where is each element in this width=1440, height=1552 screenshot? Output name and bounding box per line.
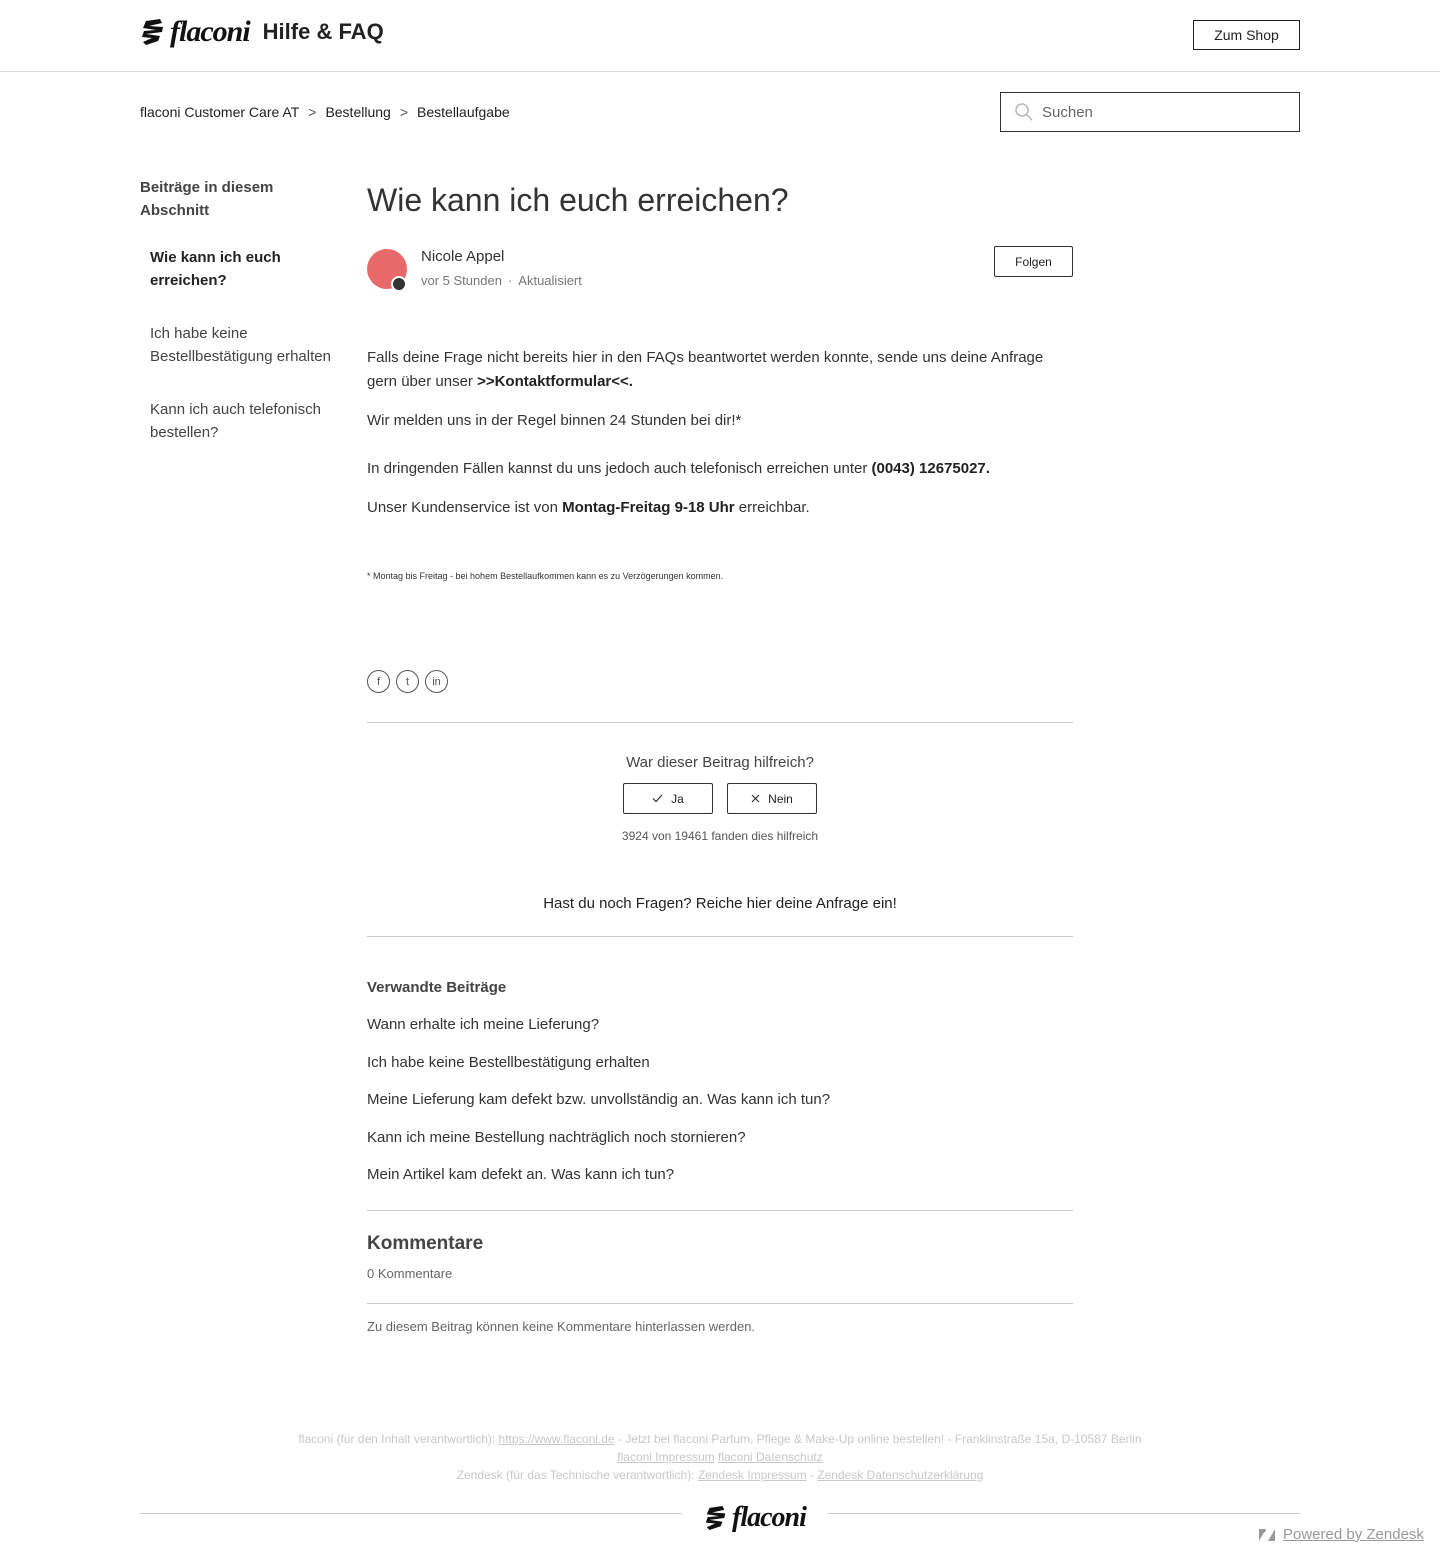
footer-logo bbox=[682, 1503, 828, 1533]
twitter-share-icon[interactable]: t bbox=[396, 670, 419, 693]
section-sidebar bbox=[140, 176, 340, 474]
divider bbox=[367, 722, 1073, 723]
divider bbox=[367, 936, 1073, 937]
sidebar-article-list bbox=[140, 246, 340, 444]
related-articles bbox=[367, 979, 1073, 1184]
meta-separator: · bbox=[507, 273, 513, 288]
footer-text: flaconi (für den Inhalt verantwortlich): bbox=[298, 1432, 499, 1446]
comments-count: 0 Kommentare bbox=[367, 1266, 453, 1281]
paragraph-text: In dringenden Fällen kannst du uns jedoch auch telefonisch erreichen unter bbox=[367, 460, 872, 477]
paragraph-text: Unser Kundenservice ist von bbox=[367, 499, 563, 516]
paragraph-text: erreichbar. bbox=[734, 499, 810, 516]
brand-wordmark: flaconi bbox=[170, 15, 250, 48]
related-article-link[interactable]: Meine Lieferung kam defekt bzw. unvollständig an. Was kann ich tun? bbox=[367, 1091, 831, 1108]
linkedin-share-icon[interactable]: in bbox=[425, 670, 448, 693]
sidebar-item[interactable]: Kann ich auch telefonisch bestellen? bbox=[150, 401, 321, 441]
footer-text: - Jetzt bei flaconi Parfum, Pflege & Make-Up online bestellen! - Franklinstraße 15a, D-10587 Berlin bbox=[614, 1432, 1142, 1446]
vote-no-label: Nein bbox=[768, 791, 793, 806]
site-header bbox=[0, 0, 1440, 72]
sidebar-title: Beiträge in diesem Abschnitt bbox=[140, 179, 274, 219]
breadcrumb-separator: > bbox=[308, 104, 317, 120]
follow-button[interactable]: Folgen bbox=[994, 246, 1073, 277]
article-status: Aktualisiert bbox=[518, 273, 582, 288]
vote-count: 3924 von 19461 fanden dies hilfreich bbox=[621, 829, 819, 843]
footer-text: Zendesk (für das Technische verantwortlich): bbox=[456, 1468, 698, 1482]
footer-separator: - bbox=[806, 1468, 818, 1482]
sidebar-item[interactable]: Ich habe keine Bestellbestätigung erhalten bbox=[150, 325, 331, 365]
flaconi-impressum-link[interactable]: flaconi Impressum bbox=[617, 1450, 715, 1464]
contact-form-link[interactable] bbox=[477, 373, 633, 390]
related-article-link[interactable]: Mein Artikel kam defekt an. Was kann ich tun? bbox=[367, 1166, 675, 1183]
comments-title: Kommentare bbox=[367, 1233, 484, 1254]
zum-shop-button[interactable]: Zum Shop bbox=[1193, 20, 1300, 50]
breadcrumb bbox=[140, 104, 510, 120]
paragraph-text: Falls deine Frage nicht bereits hier in den FAQs beantwortet werden konnte, sende uns deine Anfrage gern über unser bbox=[367, 349, 1044, 390]
related-articles-list bbox=[367, 1016, 1073, 1184]
breadcrumb-separator: > bbox=[399, 104, 409, 120]
divider bbox=[367, 1210, 1073, 1211]
breadcrumb-item-bestellung[interactable]: Bestellung bbox=[325, 104, 391, 120]
related-articles-title: Verwandte Beiträge bbox=[367, 979, 507, 996]
article-body bbox=[367, 346, 1073, 588]
vote-yes-label: Ja bbox=[671, 791, 684, 806]
related-article-link[interactable]: Kann ich meine Bestellung nachträglich noch stornieren? bbox=[367, 1128, 746, 1146]
powered-by-label: Powered by Zendesk bbox=[1283, 1526, 1424, 1543]
vote-no-button[interactable] bbox=[727, 783, 817, 814]
comments-closed-notice: Zu diesem Beitrag können keine Kommentare hinterlassen werden. bbox=[367, 1319, 756, 1334]
submit-request-link[interactable]: Hast du noch Fragen? Reiche hier deine Anfrage ein! bbox=[543, 895, 897, 912]
search-box bbox=[1000, 92, 1300, 132]
footer-line bbox=[0, 1466, 1440, 1484]
flaconi-website-link[interactable]: https://www.flaconi.de bbox=[498, 1432, 615, 1446]
close-icon bbox=[751, 794, 760, 803]
flaconi-logo-icon bbox=[704, 1504, 728, 1532]
article-vote bbox=[367, 754, 1073, 843]
article bbox=[367, 180, 1073, 1334]
share-links bbox=[367, 670, 1073, 693]
article-meta bbox=[421, 273, 582, 288]
divider bbox=[367, 1303, 1073, 1304]
opening-hours: Montag-Freitag 9-18 Uhr bbox=[562, 499, 735, 516]
vote-yes-button[interactable] bbox=[623, 783, 713, 814]
home-logo-link[interactable] bbox=[140, 17, 384, 47]
flaconi-logo-icon bbox=[140, 17, 166, 47]
zendesk-datenschutz-link[interactable]: Zendesk Datenschutzerklärung bbox=[817, 1468, 984, 1482]
footer-brand-wordmark: flaconi bbox=[732, 1502, 806, 1533]
paragraph bbox=[367, 457, 1073, 481]
facebook-share-icon[interactable]: f bbox=[367, 670, 390, 693]
page-header-title: Hilfe & FAQ bbox=[262, 19, 384, 44]
paragraph: Wir melden uns in der Regel binnen 24 Stunden bei dir!* bbox=[367, 412, 742, 429]
contact-form-label: >>Kontaktformular<<. bbox=[477, 373, 633, 390]
search-icon bbox=[1014, 102, 1034, 122]
author-name[interactable]: Nicole Appel bbox=[421, 248, 505, 265]
paragraph bbox=[367, 346, 1073, 394]
article-author bbox=[367, 248, 1073, 294]
sidebar-item-current[interactable]: Wie kann ich euch erreichen? bbox=[150, 249, 281, 289]
article-timestamp: vor 5 Stunden bbox=[421, 273, 502, 288]
check-icon bbox=[652, 794, 663, 803]
flaconi-datenschutz-link[interactable]: flaconi Datenschutz bbox=[717, 1450, 823, 1464]
phone-number: (0043) 12675027. bbox=[871, 460, 990, 477]
footnote: * Montag bis Freitag - bei hohem Bestellaufkommen kann es zu Verzögerungen kommen. bbox=[367, 571, 724, 581]
vote-buttons bbox=[367, 783, 1073, 814]
footer-line bbox=[0, 1448, 1440, 1466]
powered-by-zendesk-link[interactable] bbox=[1259, 1526, 1424, 1543]
zendesk-impressum-link[interactable]: Zendesk Impressum bbox=[697, 1468, 807, 1482]
comments-section bbox=[367, 1210, 1073, 1334]
related-article-link[interactable]: Ich habe keine Bestellbestätigung erhalten bbox=[367, 1053, 650, 1071]
paragraph bbox=[367, 496, 1073, 520]
article-title: Wie kann ich euch erreichen? bbox=[367, 182, 789, 218]
vote-question: War dieser Beitrag hilfreich? bbox=[626, 754, 814, 771]
footer-info bbox=[0, 1430, 1440, 1484]
breadcrumb-item-bestellaufgabe[interactable]: Bestellaufgabe bbox=[417, 104, 510, 120]
agent-badge-icon bbox=[391, 276, 407, 292]
related-article-link[interactable]: Wann erhalte ich meine Lieferung? bbox=[367, 1016, 600, 1033]
breadcrumb-item-customer-care[interactable]: flaconi Customer Care AT bbox=[140, 104, 300, 120]
search-input[interactable] bbox=[1042, 104, 1282, 121]
zendesk-icon bbox=[1259, 1529, 1275, 1541]
footer-line bbox=[0, 1430, 1440, 1448]
